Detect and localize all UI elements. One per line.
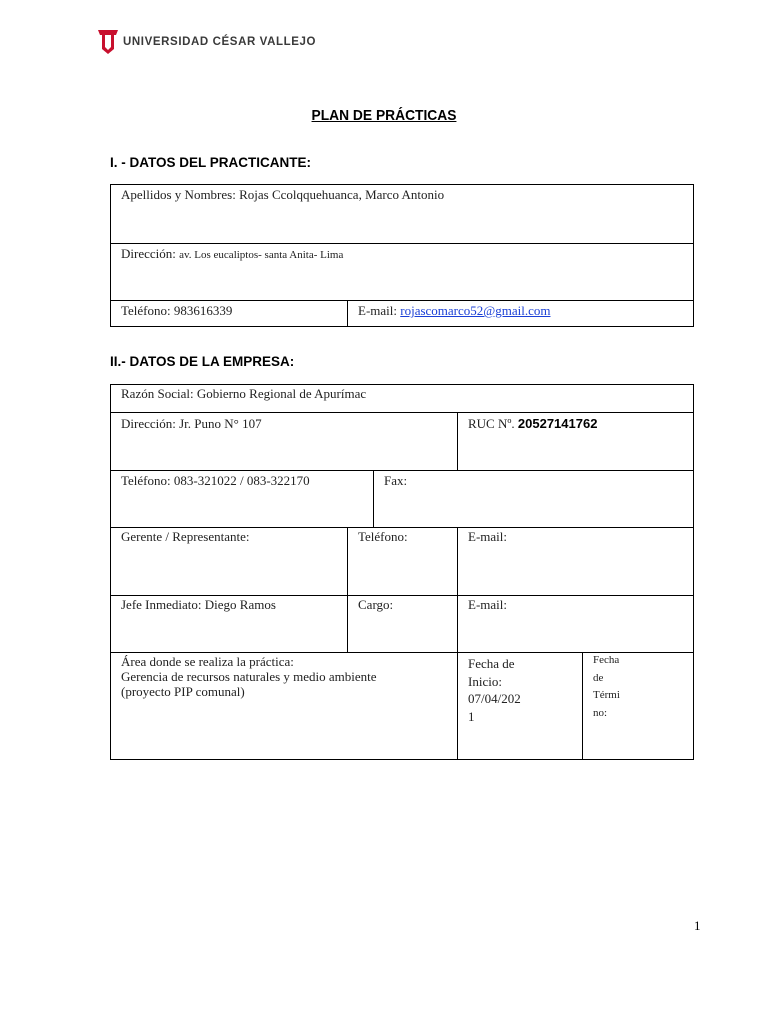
end-date-label-3: Térmi (593, 689, 620, 701)
section-title-empresa: II.- DATOS DE LA EMPRESA: (110, 354, 295, 369)
university-logo (97, 29, 316, 55)
phone-field (121, 303, 232, 318)
manager-email-label: E-mail: (468, 529, 507, 544)
phone-label: Teléfono: (121, 303, 171, 318)
company-phone-label: Teléfono: (121, 473, 171, 488)
manager-label: Gerente / Representante: (121, 529, 250, 544)
cargo-label: Cargo: (358, 597, 394, 612)
start-date-value-1: 07/04/202 (468, 691, 521, 706)
start-date-field (468, 655, 521, 725)
area-line-1: Gerencia de recursos naturales y medio ambiente (121, 669, 377, 684)
names-field (121, 187, 444, 202)
address-field (121, 246, 343, 263)
start-date-value-2: 1 (468, 708, 475, 724)
boss-label: Jefe Inmediato: (121, 597, 202, 612)
razon-social-label: Razón Social: (121, 386, 194, 401)
area-label: Área donde se realiza la práctica: (121, 654, 294, 669)
ruc-label: RUC Nº. (468, 416, 515, 431)
phone-value: 983616339 (173, 303, 233, 318)
company-phone-value: 083-321022 / 083-322170 (173, 473, 310, 488)
page-number: 1 (694, 918, 701, 933)
ucv-emblem-icon (97, 29, 119, 55)
address-value: av. Los eucaliptos- santa Anita- Lima (179, 249, 344, 261)
section-title-practicante: I. - DATOS DEL PRACTICANTE: (110, 155, 312, 170)
names-value: Rojas Ccolqquehuanca, Marco Antonio (239, 187, 445, 202)
ruc-field (468, 416, 597, 431)
end-date-label-2: de (593, 671, 604, 684)
boss-email-label: E-mail: (468, 597, 507, 612)
end-date-label-4: no: (593, 706, 608, 719)
company-phone-field (121, 473, 310, 488)
ruc-value: 20527141762 (517, 416, 598, 431)
manager-phone-label: Teléfono: (358, 529, 408, 544)
start-date-label-1: Fecha de (468, 656, 515, 671)
area-line-2: (proyecto PIP comunal) (121, 684, 245, 699)
company-address-label: Dirección: (121, 416, 176, 431)
empresa-table (110, 384, 694, 760)
document-title: PLAN DE PRÁCTICAS (311, 107, 457, 124)
boss-value: Diego Ramos (204, 597, 276, 612)
company-address-value: Jr. Puno N° 107 (179, 416, 262, 431)
address-label: Dirección: (121, 246, 176, 261)
area-field (121, 654, 377, 699)
end-date-label-1: Fecha (593, 654, 620, 666)
company-address-field (121, 416, 262, 431)
boss-field (121, 597, 276, 612)
fax-label: Fax: (384, 473, 408, 488)
email-label: E-mail: (358, 303, 397, 318)
names-label: Apellidos y Nombres: (121, 187, 236, 202)
university-name: UNIVERSIDAD CÉSAR VALLEJO (123, 36, 317, 48)
email-link[interactable]: rojascomarco52@gmail.com (400, 303, 551, 318)
start-date-label-2: Inicio: (468, 673, 502, 689)
end-date-field (593, 652, 620, 722)
razon-social-value: Gobierno Regional de Apurímac (196, 386, 367, 401)
email-field (358, 303, 550, 318)
razon-social-field (121, 386, 366, 401)
practicante-table (110, 184, 694, 327)
